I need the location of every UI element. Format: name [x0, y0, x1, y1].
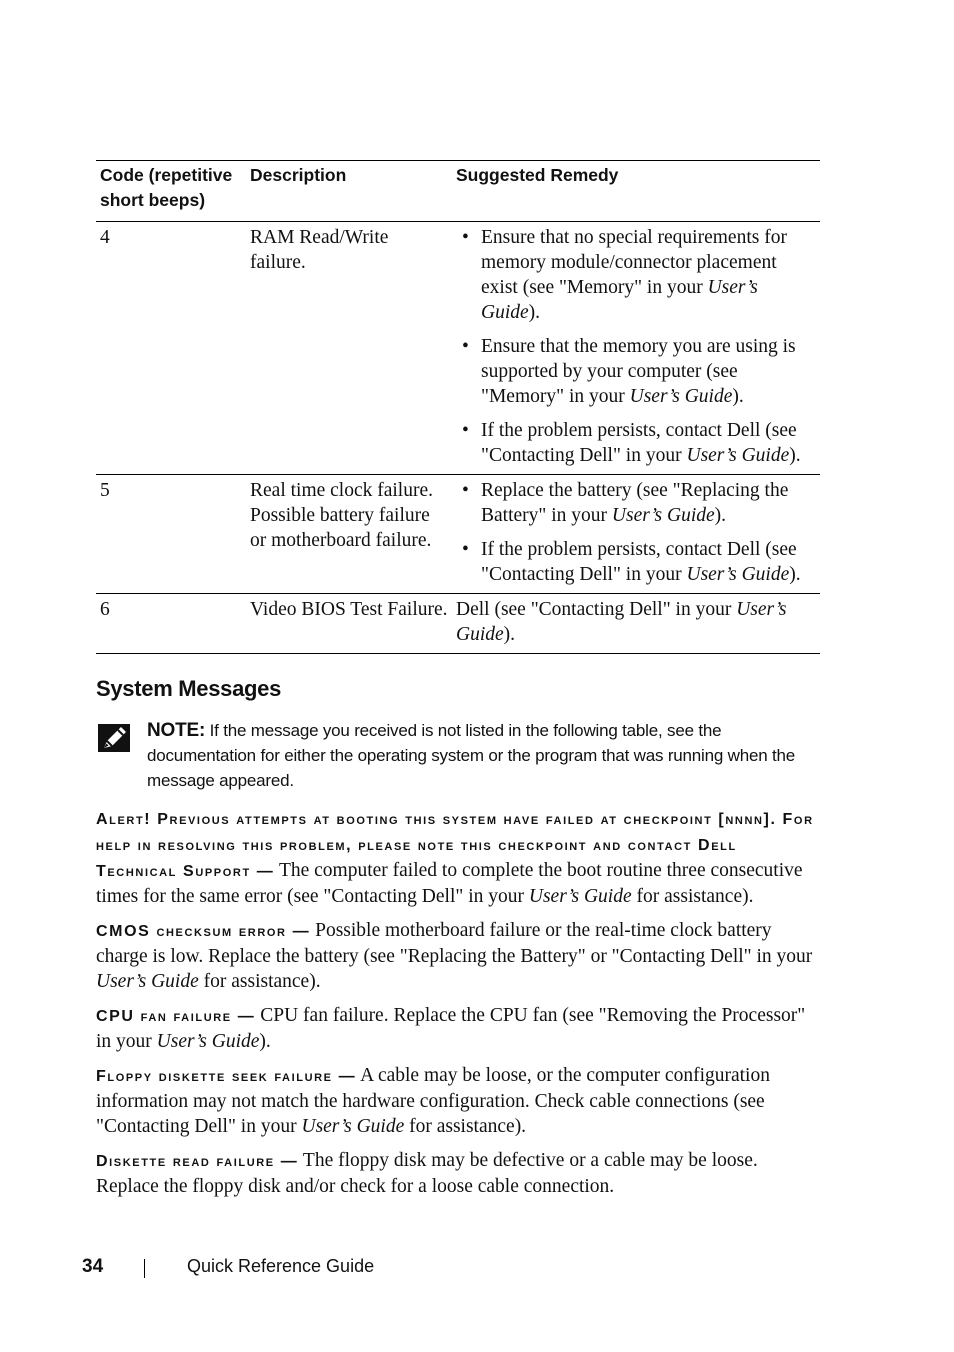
- system-messages-list: [96, 806, 822, 1208]
- header-code: Code (repetitive short beeps): [96, 161, 246, 222]
- message-name: Alert! Previous attempts at booting this system have failed at checkpoint [nnnn]. For help in resolving this problem, please note this checkpoint and contact Dell Technical Support —: [96, 811, 814, 880]
- remedy-cell: Dell (see "Contacting Dell" in your User’s Guide).: [452, 594, 820, 654]
- table-header-row: [96, 161, 820, 222]
- message-name: CMOS checksum error —: [96, 923, 311, 940]
- table-row: [96, 594, 820, 654]
- message-entry: CPU fan failure — CPU fan failure. Replace the CPU fan (see "Removing the Processor" in your User’s Guide).: [96, 1005, 806, 1052]
- remedy-item: • If the problem persists, contact Dell (see "Contacting Dell" in your User’s Guide).: [456, 418, 816, 468]
- message-entry: CMOS checksum error — Possible motherboard failure or the real-time clock battery charge is low. Replace the battery (see "Replacing the Battery" or "Contacting Dell" in your User’s Guide for assistance).: [96, 920, 813, 992]
- note-box: [96, 718, 820, 793]
- message-entry: Alert! Previous attempts at booting this system have failed at checkpoint [nnnn]. For help in resolving this problem, please note this checkpoint and contact Dell Technical Support — The computer failed to complete the boot routine three consecutive times for the same error (see "Contacting Dell" in your User’s Guide for assistance).: [96, 811, 814, 907]
- header-description: Description: [246, 161, 452, 222]
- section-title: System Messages: [96, 676, 282, 701]
- description-cell: Real time clock failure. Possible battery failure or motherboard failure.: [246, 475, 452, 594]
- code-cell: 5: [96, 475, 246, 594]
- message-name: CPU fan failure —: [96, 1008, 256, 1025]
- header-suggested-remedy: Suggested Remedy: [452, 161, 820, 222]
- remedy-item: • Ensure that no special requirements for memory module/connector placement exist (see "Memory" in your User’s Guide).: [456, 225, 816, 325]
- note-pencil-icon: [98, 724, 130, 752]
- footer-divider: [144, 1259, 145, 1278]
- message-entry: Floppy diskette seek failure — A cable may be loose, or the computer configuration information may not match the hardware configuration. Check cable connections (see "Contacting Dell" in your User’s Guide for assistance).: [96, 1065, 770, 1137]
- code-cell: 6: [96, 594, 246, 654]
- footer-title: Quick Reference Guide: [187, 1256, 375, 1276]
- table-row: [96, 222, 820, 475]
- note-text: [147, 718, 820, 793]
- message-entry: Diskette read failure — The floppy disk may be defective or a cable may be loose. Replace the floppy disk and/or check for a loose cable connection.: [96, 1150, 758, 1197]
- description-cell: RAM Read/Write failure.: [246, 222, 452, 475]
- table-row: [96, 475, 820, 594]
- remedy-item: • Replace the battery (see "Replacing the Battery" in your User’s Guide).: [456, 478, 816, 528]
- description-cell: Video BIOS Test Failure.: [246, 594, 452, 654]
- remedy-list: [456, 225, 816, 468]
- message-name: Floppy diskette seek failure —: [96, 1068, 357, 1085]
- note-body: If the message you received is not listed in the following table, see the documentation for either the operating system or the program that was running when the message appeared.: [147, 721, 796, 790]
- beep-code-table: [96, 160, 820, 654]
- remedy-cell: [452, 475, 820, 594]
- page-number: 34: [82, 1256, 104, 1277]
- remedy-item: • Ensure that the memory you are using is supported by your computer (see "Memory" in your User’s Guide).: [456, 334, 816, 409]
- code-cell: 4: [96, 222, 246, 475]
- remedy-item: • If the problem persists, contact Dell (see "Contacting Dell" in your User’s Guide).: [456, 537, 816, 587]
- message-name: Diskette read failure —: [96, 1153, 299, 1170]
- note-label: NOTE:: [147, 720, 206, 741]
- remedy-list: [456, 478, 816, 587]
- remedy-cell: [452, 222, 820, 475]
